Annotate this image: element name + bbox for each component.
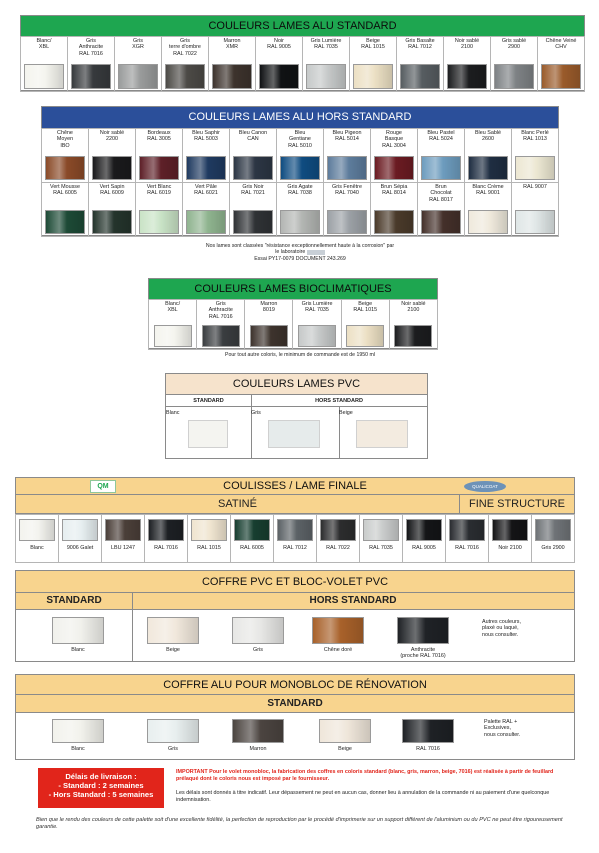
color-cell xyxy=(397,37,444,92)
color-swatch xyxy=(406,519,442,541)
swatch-row xyxy=(42,183,559,237)
color-swatch xyxy=(397,617,449,644)
section-coffre-pvc-title: COFFRE PVC ET BLOC-VOLET PVC xyxy=(16,571,574,593)
bioclimatiques-swatches xyxy=(148,299,438,350)
color-cell xyxy=(532,515,575,563)
color-cell xyxy=(46,617,110,653)
color-label: Noir sablé 2100 xyxy=(454,38,480,51)
color-label: Bleu Saphir RAL 5003 xyxy=(192,130,220,143)
color-label: Chêne Veiné CHV xyxy=(545,38,577,51)
color-cell xyxy=(231,515,274,563)
color-label: Marron XMR xyxy=(223,38,241,51)
swatch-row xyxy=(16,515,575,563)
color-label: Chêne doré xyxy=(323,647,353,653)
color-label: Bleu Gentiane RAL 5010 xyxy=(288,130,312,149)
color-label: Gris Fenêtre RAL 7040 xyxy=(332,184,362,197)
color-cell xyxy=(226,617,290,653)
color-swatch xyxy=(154,325,192,347)
color-label: RAL 9007 xyxy=(523,184,547,190)
color-cell xyxy=(444,37,491,92)
color-cell xyxy=(141,719,205,752)
color-swatch xyxy=(232,617,284,644)
color-label: Blanc/ XBL xyxy=(36,38,52,51)
color-cell xyxy=(306,617,370,653)
color-cell xyxy=(42,183,89,237)
color-label: RAL 6005 xyxy=(240,545,264,551)
swatch-row xyxy=(21,37,585,92)
color-cell xyxy=(136,183,183,237)
delais-box xyxy=(38,768,164,808)
color-swatch xyxy=(327,210,367,234)
color-cell xyxy=(396,719,460,752)
color-cell xyxy=(389,300,437,350)
color-swatch xyxy=(363,519,399,541)
lab-logo-icon xyxy=(307,250,325,255)
color-label: Chêne Moyen IBO xyxy=(56,130,74,149)
color-cell xyxy=(538,37,585,92)
color-swatch xyxy=(212,64,252,89)
color-label: Gris Lumière RAL 7035 xyxy=(310,38,342,51)
satine-label: SATINÉ xyxy=(218,498,257,510)
color-swatch xyxy=(515,156,555,180)
color-label: Gris xyxy=(253,647,263,653)
color-swatch xyxy=(233,210,273,234)
color-label: Gris Anthracite RAL 7016 xyxy=(78,38,104,57)
color-cell xyxy=(136,129,183,183)
important-note: IMPORTANT Pour le volet monobloc, la fabrication des coffres en coloris standard (blanc, gris, marron, beige, 7016) est réalisée à partir de feuillard prélaqué dont le coloris nous est imposé par le fournisseur. xyxy=(176,769,554,782)
color-swatch xyxy=(92,210,132,234)
color-swatch xyxy=(52,617,104,644)
section-alu-hors-standard-title: COULEURS LAMES ALU HORS STANDARD xyxy=(42,107,558,128)
color-cell xyxy=(303,37,350,92)
color-swatch xyxy=(165,64,205,89)
color-swatch xyxy=(280,210,320,234)
color-label: Brun Chocolat RAL 8017 xyxy=(429,184,453,203)
pvc-col-standard: STANDARD xyxy=(193,398,224,404)
color-cell xyxy=(512,183,559,237)
color-swatch xyxy=(541,64,581,89)
color-label: Beige xyxy=(338,746,352,752)
color-swatch xyxy=(71,64,111,89)
section-coffre-alu xyxy=(15,674,575,760)
color-label: Gris Agate RAL 7038 xyxy=(287,184,313,197)
color-label: Bleu Pigeon RAL 5014 xyxy=(332,130,362,143)
color-swatch xyxy=(400,64,440,89)
color-swatch xyxy=(233,156,273,180)
color-cell xyxy=(230,183,277,237)
color-swatch xyxy=(374,156,414,180)
color-label: Gris XGR xyxy=(132,38,144,51)
coffre-alu-other: Palette RAL + Exclusives, nous consulter. xyxy=(484,719,521,738)
delais-title: Délais de livraison : xyxy=(65,772,137,781)
color-cell xyxy=(59,515,102,563)
section-bioclimatiques xyxy=(148,278,438,349)
color-label: Gris Anthracite RAL 7016 xyxy=(208,301,233,320)
color-swatch xyxy=(402,719,454,743)
coffre-pvc-col-standard: STANDARD xyxy=(46,595,102,606)
color-label: Marron 8019 xyxy=(260,301,278,314)
color-cell xyxy=(418,129,465,183)
color-swatch xyxy=(250,325,288,347)
color-label: Anthracite (proche RAL 7016) xyxy=(400,647,446,660)
color-swatch xyxy=(346,325,384,347)
color-swatch xyxy=(447,64,487,89)
section-pvc xyxy=(165,373,428,459)
qualicoat-logo-text: QUALICOAT xyxy=(472,484,498,489)
color-swatch xyxy=(320,519,356,541)
color-label: Beige xyxy=(166,647,180,653)
color-label: Blanc xyxy=(71,647,85,653)
color-cell xyxy=(293,300,341,350)
color-cell xyxy=(16,515,59,563)
coffre-alu-col-standard: STANDARD xyxy=(267,698,323,709)
color-cell xyxy=(341,300,389,350)
color-label: Gris terre d'ombre RAL 7022 xyxy=(169,38,201,57)
color-swatch xyxy=(468,210,508,234)
color-swatch xyxy=(356,420,408,448)
color-label: Blanc xyxy=(71,746,85,752)
color-label: Bordeaux RAL 3005 xyxy=(147,130,171,143)
section-alu-standard xyxy=(20,15,585,91)
color-cell xyxy=(197,300,245,350)
color-label: Vert Sapin RAL 6009 xyxy=(99,184,125,197)
color-swatch xyxy=(421,210,461,234)
color-swatch xyxy=(147,617,199,644)
color-label: Rouge Basque RAL 3004 xyxy=(382,130,406,149)
color-cell xyxy=(230,129,277,183)
color-label: Gris xyxy=(168,746,178,752)
color-swatch xyxy=(148,519,184,541)
color-swatch xyxy=(186,156,226,180)
section-alu-hors-standard xyxy=(41,106,559,236)
color-cell xyxy=(188,515,231,563)
color-cell xyxy=(491,37,538,92)
color-label: Gris Basalte RAL 7012 xyxy=(405,38,435,51)
color-cell xyxy=(324,183,371,237)
color-cell xyxy=(446,515,489,563)
color-label: Blanc Perlé RAL 1013 xyxy=(521,130,549,143)
color-label: Gris Noir RAL 7021 xyxy=(241,184,265,197)
color-cell xyxy=(141,617,205,653)
color-cell xyxy=(102,515,145,563)
color-swatch xyxy=(268,420,320,448)
delay-note: Les délais sont donnés à titre indicatif. Leur dépassement ne peut en aucun cas, donner lieu à annulation de la commande ni au paiement d'une quelconque indemnisation. xyxy=(176,790,550,803)
color-label: Vert Pâle RAL 6021 xyxy=(194,184,218,197)
color-swatch xyxy=(259,64,299,89)
color-swatch xyxy=(191,519,227,541)
color-label: Blanc/ XBL xyxy=(165,301,181,314)
color-swatch xyxy=(277,519,313,541)
color-swatch xyxy=(202,325,240,347)
color-swatch xyxy=(394,325,432,347)
color-cell xyxy=(68,37,115,92)
color-swatch xyxy=(306,64,346,89)
color-cell xyxy=(313,719,377,752)
section-coulisses xyxy=(15,477,575,563)
color-swatch xyxy=(188,420,228,448)
color-swatch xyxy=(535,519,571,541)
delais-hors-standard: - Hors Standard : 5 semaines xyxy=(48,790,154,799)
color-swatch xyxy=(147,719,199,743)
color-cell xyxy=(324,129,371,183)
color-label: Bleu Canon CAN xyxy=(238,130,268,143)
color-cell xyxy=(391,617,455,660)
color-label: RAL 9005 xyxy=(412,545,436,551)
color-cell xyxy=(256,37,303,92)
color-cell xyxy=(418,183,465,237)
color-cell xyxy=(46,719,110,752)
corrosion-note-line1: Nos lames sont classées "résistance exceptionnellement haute à la corrosion" par xyxy=(205,243,395,249)
section-alu-standard-title: COULEURS LAMES ALU STANDARD xyxy=(21,16,584,36)
color-swatch xyxy=(327,156,367,180)
color-cell xyxy=(21,37,68,92)
color-swatch xyxy=(319,719,371,743)
qm-logo-text: QM xyxy=(97,483,109,490)
color-label: RAL 1015 xyxy=(197,545,221,551)
color-label: Vert Mousse RAL 6005 xyxy=(50,184,80,197)
color-cell xyxy=(317,515,360,563)
color-cell xyxy=(277,183,324,237)
color-cell xyxy=(162,37,209,92)
color-label: Gris sablé 2900 xyxy=(501,38,527,51)
qm-logo xyxy=(90,480,116,493)
color-label: Blanc xyxy=(30,545,44,551)
color-cell xyxy=(183,183,230,237)
color-cell xyxy=(403,515,446,563)
color-label: Noir sablé 2100 xyxy=(401,301,426,314)
color-swatch xyxy=(374,210,414,234)
swatch-row xyxy=(149,300,438,350)
color-swatch xyxy=(105,519,141,541)
pvc-col-hors: HORS STANDARD xyxy=(315,398,363,404)
color-swatch xyxy=(515,210,555,234)
coffre-pvc-other: Autres couleurs, plaxé ou laqué, nous consulter. xyxy=(482,619,521,638)
color-label: Beige RAL 1015 xyxy=(361,38,385,51)
color-swatch xyxy=(19,519,55,541)
color-cell xyxy=(277,129,324,183)
color-label: Noir sablé 2200 xyxy=(99,130,125,143)
section-coffre-pvc xyxy=(15,570,575,662)
color-cell xyxy=(209,37,256,92)
color-cell xyxy=(245,300,293,350)
color-cell xyxy=(465,183,512,237)
section-pvc-title: COULEURS LAMES PVC xyxy=(166,374,427,395)
color-cell xyxy=(489,515,532,563)
color-label: Blanc xyxy=(166,410,180,416)
color-label: RAL 7016 xyxy=(416,746,440,752)
color-label: Brun Sépia RAL 8014 xyxy=(380,184,408,197)
alu-hors-standard-row1 xyxy=(41,128,559,183)
corrosion-note-line3: Essai PY17-0079 DOCUMENT 243.269 xyxy=(254,255,346,262)
color-swatch xyxy=(421,156,461,180)
delais-standard: - Standard : 2 semaines xyxy=(58,781,144,790)
color-label: LBU 1247 xyxy=(111,545,135,551)
color-swatch xyxy=(280,156,320,180)
color-label: Noir RAL 9005 xyxy=(267,38,291,51)
color-cell xyxy=(145,515,188,563)
color-swatch xyxy=(92,156,132,180)
color-swatch xyxy=(52,719,104,743)
color-cell xyxy=(465,129,512,183)
color-label: RAL 7035 xyxy=(369,545,393,551)
color-cell xyxy=(89,129,136,183)
color-label: 9006 Galet xyxy=(66,545,94,551)
color-cell xyxy=(115,37,162,92)
color-label: RAL 7022 xyxy=(326,545,350,551)
color-swatch xyxy=(494,64,534,89)
color-cell xyxy=(350,37,397,92)
corrosion-note-line2: le laboratoire xyxy=(275,249,306,256)
color-label: Gris xyxy=(251,410,261,416)
qualicoat-logo xyxy=(464,481,506,492)
corrosion-note xyxy=(150,243,450,262)
color-swatch xyxy=(234,519,270,541)
color-label: Vert Blanc RAL 6019 xyxy=(146,184,172,197)
color-label: RAL 7016 xyxy=(154,545,178,551)
color-swatch xyxy=(118,64,158,89)
color-swatch xyxy=(232,719,284,743)
color-cell xyxy=(226,719,290,752)
color-swatch xyxy=(449,519,485,541)
color-label: RAL 7012 xyxy=(283,545,307,551)
color-cell xyxy=(371,129,418,183)
color-swatch xyxy=(45,156,85,180)
color-swatch xyxy=(139,156,179,180)
color-swatch xyxy=(312,617,364,644)
color-swatch xyxy=(24,64,64,89)
color-cell xyxy=(89,183,136,237)
bioclimatiques-note: Pour tout autre coloris, le minimum de commande est de 1950 ml xyxy=(225,352,375,358)
section-bioclimatiques-title: COULEURS LAMES BIOCLIMATIQUES xyxy=(149,279,437,299)
coulisses-swatches xyxy=(15,514,575,563)
disclaimer: Bien que le rendu des couleurs de cette palette soit d'une excellente fidélité, la perfection de reproduction par le procédé d'imprimerie sur un support différent de l'aluminium ou du PVC ne peut être rigoureusement garantie. xyxy=(36,817,563,830)
color-swatch xyxy=(468,156,508,180)
color-swatch xyxy=(45,210,85,234)
color-label: Beige xyxy=(339,410,353,416)
color-swatch xyxy=(139,210,179,234)
color-swatch xyxy=(298,325,336,347)
color-cell xyxy=(42,129,89,183)
color-cell xyxy=(371,183,418,237)
color-swatch xyxy=(62,519,98,541)
color-label: Bleu Sablé 2600 xyxy=(474,130,502,143)
color-swatch xyxy=(186,210,226,234)
color-swatch xyxy=(353,64,393,89)
color-cell xyxy=(360,515,403,563)
color-label: Beige RAL 1015 xyxy=(353,301,378,314)
section-coffre-alu-title: COFFRE ALU POUR MONOBLOC DE RÉNOVATION xyxy=(16,675,574,695)
color-cell xyxy=(512,129,559,183)
coffre-pvc-col-hors: HORS STANDARD xyxy=(309,595,397,606)
color-label: Gris 2900 xyxy=(541,545,565,551)
color-label: Bleu Pastel RAL 5024 xyxy=(427,130,455,143)
color-label: Blanc Crème RAL 9001 xyxy=(472,184,504,197)
color-swatch xyxy=(492,519,528,541)
color-label: Marron xyxy=(249,746,267,752)
section-coulisses-title: COULISSES / LAME FINALE xyxy=(16,478,574,494)
color-label: Gris Lumière RAL 7035 xyxy=(301,301,333,314)
color-cell xyxy=(274,515,317,563)
color-label: Noir 2100 xyxy=(498,545,522,551)
color-cell xyxy=(149,300,197,350)
fine-structure-label: FINE STRUCTURE xyxy=(469,498,565,510)
alu-standard-swatches xyxy=(20,36,585,92)
swatch-row xyxy=(42,129,559,183)
color-label: RAL 7016 xyxy=(455,545,479,551)
alu-hors-standard-row2 xyxy=(41,182,559,237)
color-cell xyxy=(183,129,230,183)
